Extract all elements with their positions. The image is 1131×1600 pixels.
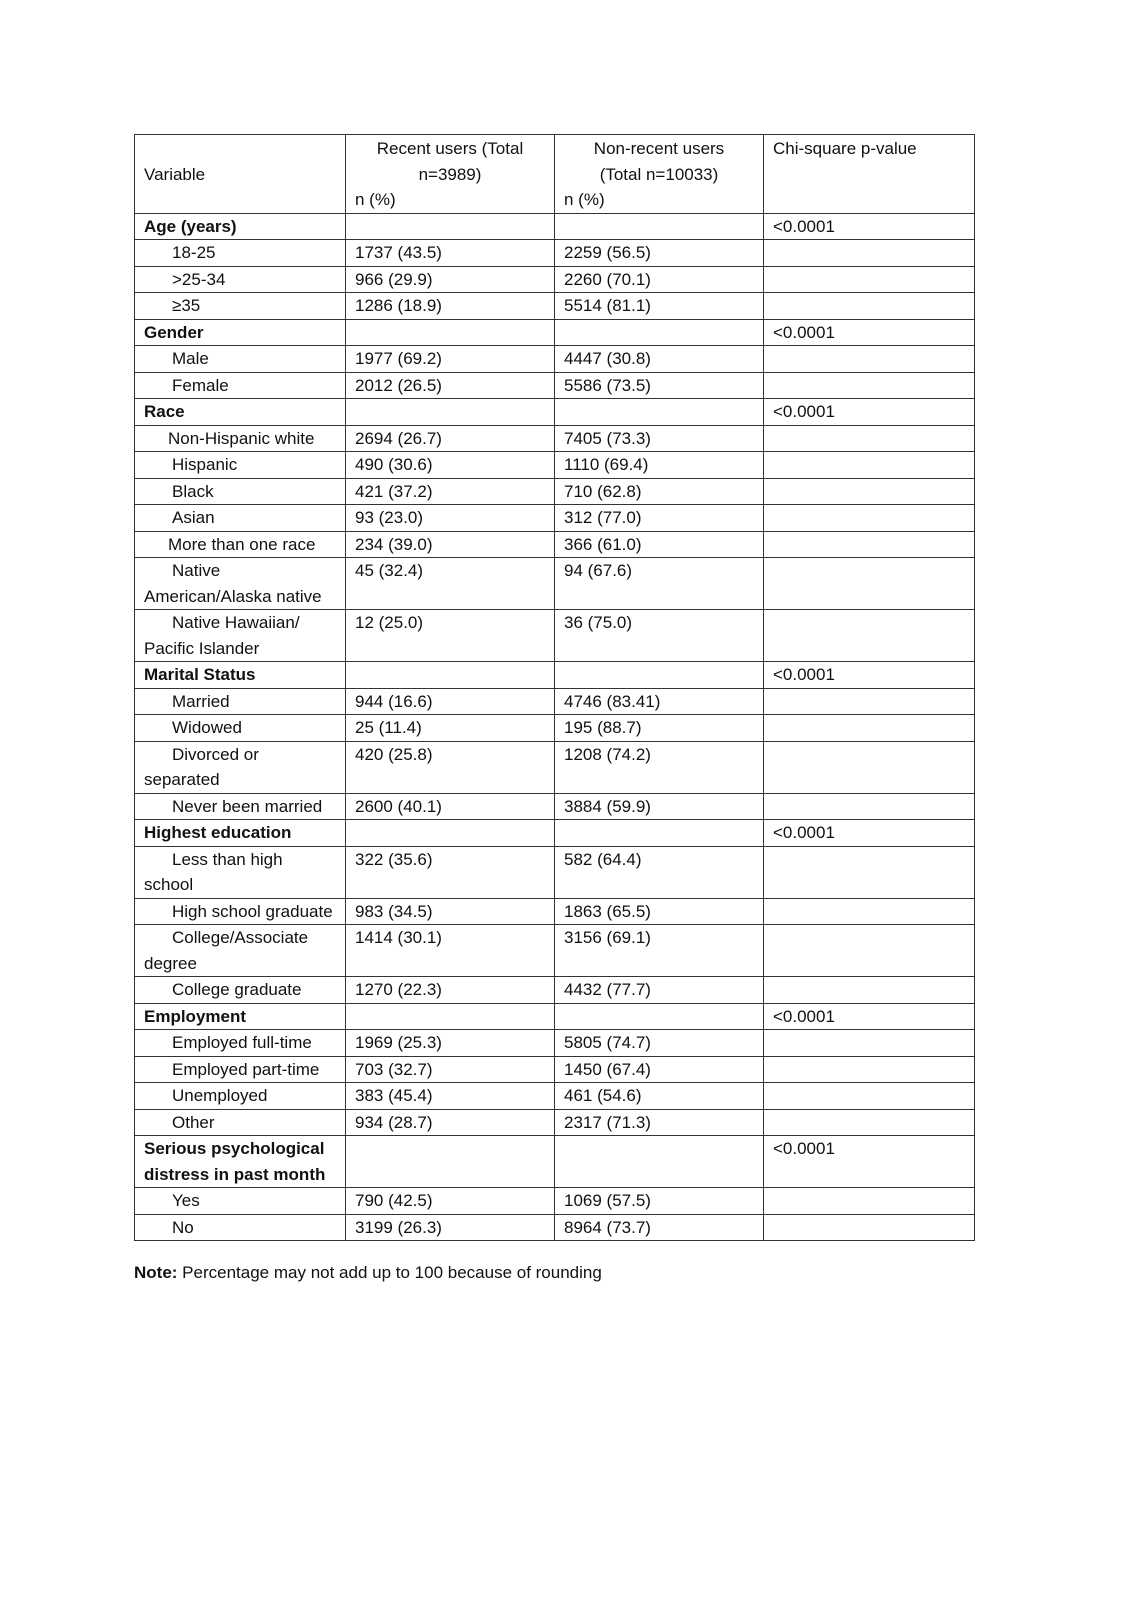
pvalue-empty	[764, 793, 975, 820]
section-nonrecent-empty	[555, 1003, 764, 1030]
section-pvalue: <0.0001	[764, 399, 975, 426]
row-label: Female	[135, 372, 346, 399]
section-nonrecent-empty	[555, 213, 764, 240]
table-row	[135, 977, 975, 1004]
pvalue-empty	[764, 372, 975, 399]
table-row	[135, 452, 975, 479]
pvalue-empty	[764, 346, 975, 373]
section-recent-empty	[346, 820, 555, 847]
header-recent-users	[346, 135, 555, 214]
recent-users-value: 383 (45.4)	[346, 1083, 555, 1110]
nonrecent-users-value: 461 (54.6)	[555, 1083, 764, 1110]
section-nonrecent-empty	[555, 399, 764, 426]
row-label: Less than high school	[135, 846, 346, 898]
row-label: Widowed	[135, 715, 346, 742]
pvalue-empty	[764, 1083, 975, 1110]
table-row	[135, 846, 975, 898]
section-title: Highest education	[135, 820, 346, 847]
section-pvalue: <0.0001	[764, 213, 975, 240]
table-row	[135, 505, 975, 532]
row-label: Never been married	[135, 793, 346, 820]
pvalue-empty	[764, 1030, 975, 1057]
section-header-row	[135, 1136, 975, 1188]
section-recent-empty	[346, 319, 555, 346]
row-label: Non-Hispanic white	[135, 425, 346, 452]
recent-users-value: 234 (39.0)	[346, 531, 555, 558]
recent-users-value: 3199 (26.3)	[346, 1214, 555, 1241]
nonrecent-users-value: 2259 (56.5)	[555, 240, 764, 267]
nonrecent-users-value: 4447 (30.8)	[555, 346, 764, 373]
table-row	[135, 688, 975, 715]
pvalue-empty	[764, 688, 975, 715]
table-row	[135, 898, 975, 925]
table-row	[135, 346, 975, 373]
pvalue-empty	[764, 1056, 975, 1083]
pvalue-empty	[764, 846, 975, 898]
section-header-row	[135, 662, 975, 689]
section-title: Age (years)	[135, 213, 346, 240]
nonrecent-users-value: 5514 (81.1)	[555, 293, 764, 320]
recent-users-value: 421 (37.2)	[346, 478, 555, 505]
recent-users-value: 45 (32.4)	[346, 558, 555, 610]
nonrecent-users-value: 1450 (67.4)	[555, 1056, 764, 1083]
table-row	[135, 610, 975, 662]
table-row	[135, 1056, 975, 1083]
header-recent-line1: Recent users (Total	[376, 139, 524, 158]
section-recent-empty	[346, 1003, 555, 1030]
pvalue-empty	[764, 977, 975, 1004]
row-label: Asian	[135, 505, 346, 532]
section-nonrecent-empty	[555, 1136, 764, 1188]
header-recent-unit: n (%)	[355, 190, 396, 209]
note-label: Note:	[134, 1263, 178, 1282]
table-row	[135, 531, 975, 558]
pvalue-empty	[764, 505, 975, 532]
nonrecent-users-value: 2260 (70.1)	[555, 266, 764, 293]
recent-users-value: 934 (28.7)	[346, 1109, 555, 1136]
table-row	[135, 1030, 975, 1057]
row-label: Yes	[135, 1188, 346, 1215]
recent-users-value: 790 (42.5)	[346, 1188, 555, 1215]
row-label: College/Associate degree	[135, 925, 346, 977]
nonrecent-users-value: 1863 (65.5)	[555, 898, 764, 925]
recent-users-value: 1737 (43.5)	[346, 240, 555, 267]
table-row	[135, 1109, 975, 1136]
table-row	[135, 925, 975, 977]
recent-users-value: 420 (25.8)	[346, 741, 555, 793]
table-body	[135, 213, 975, 1241]
section-recent-empty	[346, 662, 555, 689]
section-title: Marital Status	[135, 662, 346, 689]
table-row	[135, 425, 975, 452]
pvalue-empty	[764, 715, 975, 742]
row-label: Black	[135, 478, 346, 505]
nonrecent-users-value: 312 (77.0)	[555, 505, 764, 532]
pvalue-empty	[764, 531, 975, 558]
nonrecent-users-value: 2317 (71.3)	[555, 1109, 764, 1136]
header-recent-line2: n=3989)	[418, 164, 482, 184]
recent-users-value: 1977 (69.2)	[346, 346, 555, 373]
header-nonrecent-line1: Non-recent users	[593, 139, 725, 158]
row-label: No	[135, 1214, 346, 1241]
pvalue-empty	[764, 610, 975, 662]
row-label: Married	[135, 688, 346, 715]
recent-users-value: 944 (16.6)	[346, 688, 555, 715]
recent-users-value: 2012 (26.5)	[346, 372, 555, 399]
row-label: Unemployed	[135, 1083, 346, 1110]
section-header-row	[135, 213, 975, 240]
header-nonrecent-line2: (Total n=10033)	[599, 164, 719, 184]
nonrecent-users-value: 7405 (73.3)	[555, 425, 764, 452]
row-label: ≥35	[135, 293, 346, 320]
table-row	[135, 293, 975, 320]
recent-users-value: 2600 (40.1)	[346, 793, 555, 820]
nonrecent-users-value: 3156 (69.1)	[555, 925, 764, 977]
section-title: Serious psychological distress in past month	[135, 1136, 346, 1188]
pvalue-empty	[764, 741, 975, 793]
section-nonrecent-empty	[555, 319, 764, 346]
recent-users-value: 25 (11.4)	[346, 715, 555, 742]
pvalue-empty	[764, 1188, 975, 1215]
pvalue-empty	[764, 558, 975, 610]
section-header-row	[135, 820, 975, 847]
pvalue-empty	[764, 898, 975, 925]
nonrecent-users-value: 195 (88.7)	[555, 715, 764, 742]
nonrecent-users-value: 1208 (74.2)	[555, 741, 764, 793]
section-pvalue: <0.0001	[764, 662, 975, 689]
table-row	[135, 1083, 975, 1110]
table-row	[135, 793, 975, 820]
table-note	[134, 1263, 974, 1283]
section-pvalue: <0.0001	[764, 319, 975, 346]
table-row	[135, 1188, 975, 1215]
recent-users-value: 983 (34.5)	[346, 898, 555, 925]
recent-users-value: 2694 (26.7)	[346, 425, 555, 452]
section-header-row	[135, 399, 975, 426]
header-variable	[135, 135, 346, 214]
section-recent-empty	[346, 1136, 555, 1188]
nonrecent-users-value: 94 (67.6)	[555, 558, 764, 610]
recent-users-value: 1414 (30.1)	[346, 925, 555, 977]
nonrecent-users-value: 8964 (73.7)	[555, 1214, 764, 1241]
recent-users-value: 1270 (22.3)	[346, 977, 555, 1004]
table-row	[135, 372, 975, 399]
section-header-row	[135, 1003, 975, 1030]
row-label: Male	[135, 346, 346, 373]
demographics-table	[134, 134, 975, 1241]
pvalue-empty	[764, 1214, 975, 1241]
header-nonrecent-users	[555, 135, 764, 214]
pvalue-empty	[764, 425, 975, 452]
section-pvalue: <0.0001	[764, 1136, 975, 1188]
header-nonrecent-unit: n (%)	[564, 190, 605, 209]
nonrecent-users-value: 582 (64.4)	[555, 846, 764, 898]
table-row	[135, 1214, 975, 1241]
row-label: Native American/Alaska native	[135, 558, 346, 610]
header-pvalue	[764, 135, 975, 214]
section-title: Race	[135, 399, 346, 426]
recent-users-value: 1286 (18.9)	[346, 293, 555, 320]
row-label: College graduate	[135, 977, 346, 1004]
row-label: Native Hawaiian/ Pacific Islander	[135, 610, 346, 662]
nonrecent-users-value: 5805 (74.7)	[555, 1030, 764, 1057]
section-nonrecent-empty	[555, 662, 764, 689]
pvalue-empty	[764, 293, 975, 320]
recent-users-value: 1969 (25.3)	[346, 1030, 555, 1057]
nonrecent-users-value: 4432 (77.7)	[555, 977, 764, 1004]
row-label: Employed full-time	[135, 1030, 346, 1057]
section-recent-empty	[346, 213, 555, 240]
document-page	[134, 134, 974, 1283]
table-row	[135, 478, 975, 505]
recent-users-value: 703 (32.7)	[346, 1056, 555, 1083]
nonrecent-users-value: 1110 (69.4)	[555, 452, 764, 479]
section-title: Employment	[135, 1003, 346, 1030]
row-label: 18-25	[135, 240, 346, 267]
pvalue-empty	[764, 266, 975, 293]
nonrecent-users-value: 1069 (57.5)	[555, 1188, 764, 1215]
nonrecent-users-value: 3884 (59.9)	[555, 793, 764, 820]
row-label: High school graduate	[135, 898, 346, 925]
row-label: More than one race	[135, 531, 346, 558]
recent-users-value: 12 (25.0)	[346, 610, 555, 662]
table-row	[135, 240, 975, 267]
recent-users-value: 966 (29.9)	[346, 266, 555, 293]
table-row	[135, 266, 975, 293]
row-label: Employed part-time	[135, 1056, 346, 1083]
section-header-row	[135, 319, 975, 346]
recent-users-value: 93 (23.0)	[346, 505, 555, 532]
section-nonrecent-empty	[555, 820, 764, 847]
pvalue-empty	[764, 240, 975, 267]
row-label: >25-34	[135, 266, 346, 293]
header-variable-text: Variable	[144, 164, 206, 184]
section-pvalue: <0.0001	[764, 1003, 975, 1030]
nonrecent-users-value: 366 (61.0)	[555, 531, 764, 558]
table-header-row	[135, 135, 975, 214]
pvalue-empty	[764, 478, 975, 505]
recent-users-value: 490 (30.6)	[346, 452, 555, 479]
row-label: Divorced or separated	[135, 741, 346, 793]
section-recent-empty	[346, 399, 555, 426]
recent-users-value: 322 (35.6)	[346, 846, 555, 898]
section-pvalue: <0.0001	[764, 820, 975, 847]
note-text: Percentage may not add up to 100 because of rounding	[177, 1263, 602, 1282]
nonrecent-users-value: 36 (75.0)	[555, 610, 764, 662]
nonrecent-users-value: 5586 (73.5)	[555, 372, 764, 399]
row-label: Other	[135, 1109, 346, 1136]
nonrecent-users-value: 4746 (83.41)	[555, 688, 764, 715]
row-label: Hispanic	[135, 452, 346, 479]
pvalue-empty	[764, 1109, 975, 1136]
nonrecent-users-value: 710 (62.8)	[555, 478, 764, 505]
section-title: Gender	[135, 319, 346, 346]
table-row	[135, 715, 975, 742]
pvalue-empty	[764, 925, 975, 977]
table-row	[135, 558, 975, 610]
table-row	[135, 741, 975, 793]
header-pvalue-text: Chi-square p-value	[773, 139, 917, 158]
pvalue-empty	[764, 452, 975, 479]
